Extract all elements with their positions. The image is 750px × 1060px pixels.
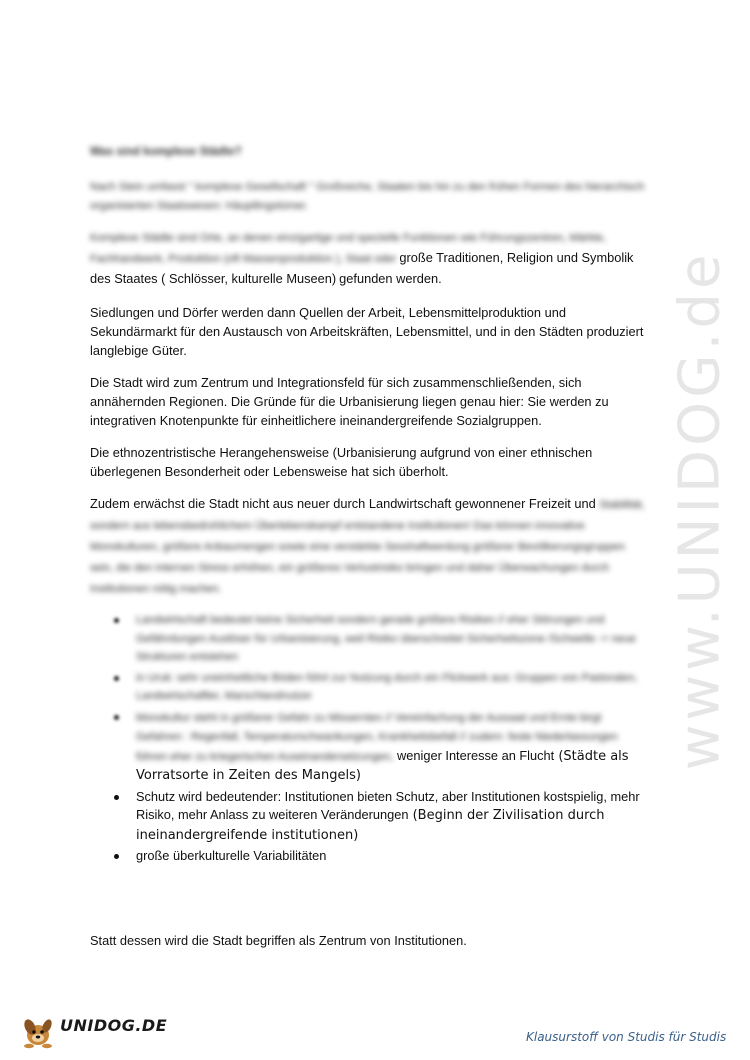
dog-icon xyxy=(20,1013,60,1049)
bullet-3-clear-a: weniger Interesse an Flucht xyxy=(397,747,555,763)
watermark xyxy=(635,250,750,770)
bullet-4-text: Schutz wird bedeutender: Institutionen bieten Schutz, aber Institutionen kostspielig, mehr Risiko, mehr Anlass zu weiteren Veränderungen xyxy=(136,788,640,822)
bullet-icon xyxy=(114,715,119,720)
paragraph-5: Die ethnozentristische Herangehensweise (Urbanisierung aufgrund von einer ethnischen überlegenen Besonderheit oder Lebensweise hat sich überholt. xyxy=(90,445,593,479)
logo-text: UNIDOG.DE xyxy=(60,1016,168,1035)
bullet-4-note: (Beginn der Zivilisation durch ineinandergreifende institutionen) xyxy=(136,808,605,843)
paragraph-3: Siedlungen und Dörfer werden dann Quellen der Arbeit, Lebensmittelproduktion und Sekundärmarkt für den Austausch von Arbeitskräften, Lebensmittel, und in den Städten produziert langlebige Güter. xyxy=(90,305,644,358)
bullet-icon xyxy=(114,618,119,623)
bullet-1-text: Landwirtschaft bedeutet keine Sicherheit sondern gerade größere Risiken // eher Störungen und Gefährdungen Auslöser für Urbanisierung, weil Risiko überschreitet Sicherheitszone /Schwelle -> neue Strukturen entstehen xyxy=(136,614,636,663)
list-item xyxy=(90,708,650,786)
footer-slogan: Klausurstoff von Studis für Studis xyxy=(526,1030,727,1044)
document-body xyxy=(90,144,650,868)
bullet-list xyxy=(90,611,650,866)
bullet-3-blurred: Monokultur steht in größerer Gefahr zu Missernten // Vereinfachung der Aussaat und Ernte birgt Gefahren : Regenfall, Temperaturschwankungen, Krankheitsbefall // zudem: feste Niederlassungen führen eher zu kriegerischen Auseinandersetzungen, xyxy=(136,711,618,763)
watermark-text: www.UNIDOG.de xyxy=(667,250,733,770)
bullet-3-clear-b: (Städte als Vorratsorte in Zeiten des Mangels) xyxy=(136,748,629,783)
closing-sentence: Statt dessen wird die Stadt begriffen als Zentrum von Institutionen. xyxy=(90,933,467,948)
paragraph-6-clear: Zudem erwächst die Stadt nicht aus neuer durch Landwirtschaft gewonnener Freizeit und xyxy=(90,496,596,511)
bullet-icon xyxy=(114,795,119,800)
list-item xyxy=(90,669,650,706)
bullet-2-text: in Uruk: sehr uneinheitliche Böden führt zur Nutzung durch ein Flickwerk aus: Gruppen von Pastoralen, Landwirtschaftler, Marschlandnutzer xyxy=(136,671,638,702)
paragraph-6-blurred: Stabilität, sondern aus lebensbedrohlichem Überlebenskampf entstandene Institutionen! Das können innovative Monokulturen, größere Anbaumengen sowie eine verstärkte Sesshaftwerdung größerer Bevölkerungsgruppen sein, die den internen Stress erhöhen, ein größeres Verlustrisiko bringen und daher Überwachungen durch Institutionen nötig machen. xyxy=(90,499,645,595)
paragraph-2-clear-2: gefunden werden. xyxy=(339,271,442,286)
paragraph-2-blurred: Komplexe Städte sind Orte, an denen einzigartige und spezielle Funktionen wie Führungszentren, Märkte, Fachhandwerk, Produktion (oft Massenproduktion ), Staat oder xyxy=(90,232,607,265)
paragraph-1: Nach Stein umfasst " komplexe Gesellschaft " Großreiche, Staaten bis hin zu den frühen Formen des hierarchisch organisierten Staatswesen: Häuptlingstümer. xyxy=(90,181,645,212)
list-item xyxy=(90,788,650,846)
bullet-5-text: große überkulturelle Variabilitäten xyxy=(136,848,327,863)
paragraph-6 xyxy=(90,494,650,599)
paragraph-4: Die Stadt wird zum Zentrum und Integrationsfeld für sich zusammenschließenden, sich annähernden Regionen. Die Gründe für die Urbanisierung liegen genau hier: Sie werden zu integrativen Knotenpunkte für einheitlichere ineinandergreifende Sozialgruppen. xyxy=(90,375,609,428)
paragraph-2 xyxy=(90,229,650,290)
list-item xyxy=(90,611,650,667)
page-title: Was sind komplexe Städte? xyxy=(90,146,242,158)
bullet-icon xyxy=(114,676,119,681)
list-item xyxy=(90,847,650,866)
logo xyxy=(20,1013,168,1049)
bullet-icon xyxy=(114,854,119,859)
paragraph-2-clear-1: große Traditionen, Religion und Symbolik des Staates ( Schlösser, kulturelle Museen) xyxy=(90,250,634,286)
